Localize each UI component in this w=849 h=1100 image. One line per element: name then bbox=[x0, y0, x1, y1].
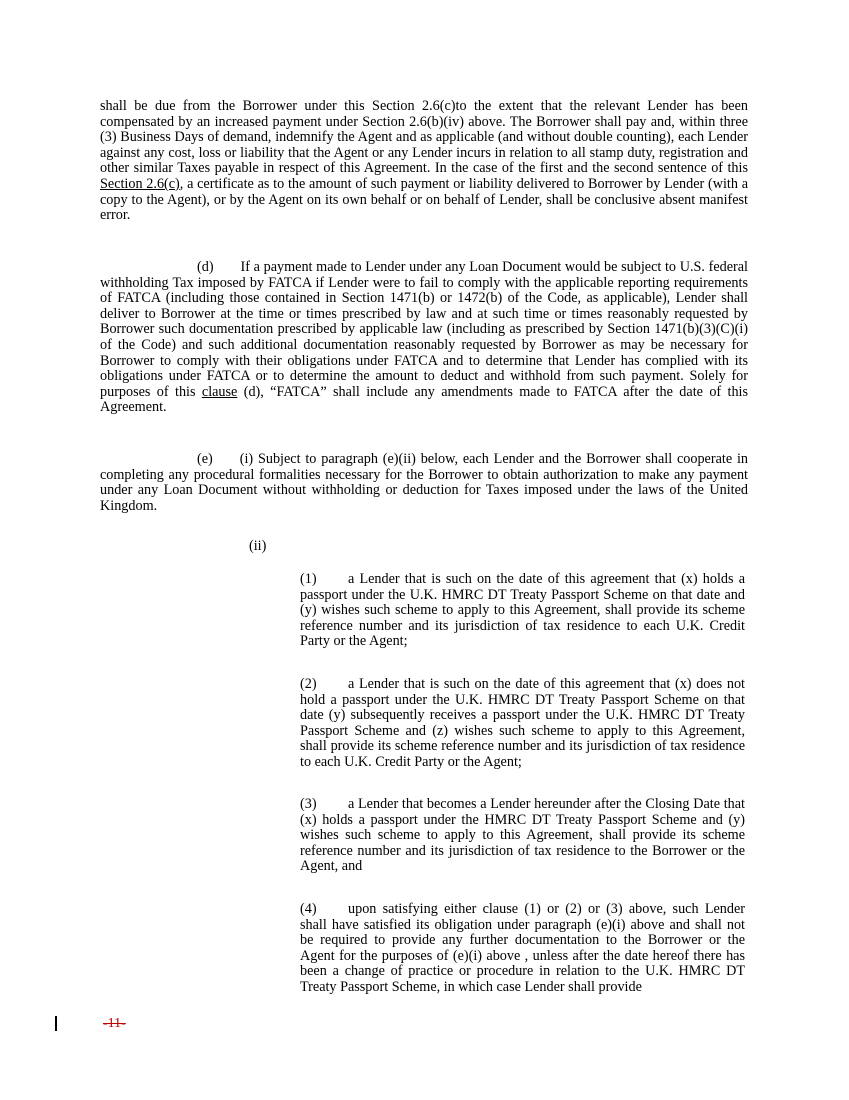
sub-item-2-number: (2) bbox=[300, 676, 317, 692]
paragraph-e-label: (e) bbox=[197, 451, 213, 467]
section-2-6-c-reference: Section 2.6(c) bbox=[100, 175, 180, 192]
paragraph-d: (d) If a payment made to Lender under any Loan Document would be subject to U.S. federal withholding Tax imposed by FATCA if Lender were to fail to comply with the applicable reporting requirements of FATCA (including those contained in Section 1471(b) or 1472(b) of the Code, as applicable), Lender shall deliver to Borrower at the time or times prescribed by law and at such time or times reasonably requested by Borrower such documentation prescribed by applicable law (including as prescribed by Section 1471(b)(3)(C)(i) of the Code) and such additional documentation reasonably requested by Borrower as may be necessary for Borrower to comply with their obligations under FATCA and to determine that Lender has complied with its obligations under FATCA or to determine the amount to deduct and withhold from such payment. Solely for purposes of this clause (d), “FATCA” shall include any amendments made to FATCA after the date of this Agreement. bbox=[100, 259, 749, 416]
sub-item-4-number: (4) bbox=[300, 901, 317, 917]
paragraph-d-label: (d) bbox=[197, 259, 214, 275]
sub-item-3: (3) a Lender that becomes a Lender hereunder after the Closing Date that (x) holds a passport under the HMRC DT Treaty Passport Scheme and (y) wishes such scheme to apply to this Agreement, shall provide its scheme reference number and its jurisdiction of tax residence to the Borrower or the Agent, and bbox=[300, 796, 745, 875]
clause-reference: clause bbox=[201, 383, 238, 400]
paragraph-e: (e) (i) Subject to paragraph (e)(ii) below, each Lender and the Borrower shall cooperate in completing any procedural formalities necessary for the Borrower to obtain authorization to make any payment under any Loan Document without withholding or deduction for Taxes imposed under the laws of the United Kingdom. bbox=[100, 451, 748, 514]
sub-item-4: (4) upon satisfying either clause (1) or (2) or (3) above, such Lender shall have satisfied its obligation under paragraph (e)(i) above and shall not be required to provide any further documentation to the Borrower or the Agent for the purposes of (e)(i) above , unless after the date hereof there has been a change of practice or procedure in relation to the U.K. HMRC DT Treaty Passport Scheme, in which case Lender shall provide bbox=[300, 901, 745, 995]
revision-change-bar bbox=[55, 1016, 57, 1031]
sub-item-2: (2) a Lender that is such on the date of this agreement that (x) does not hold a passport under the U.K. HMRC DT Treaty Passport Scheme on that date (y) subsequently receives a passport under the U.K. HMRC DT Treaty Passport Scheme and (z) wishes such scheme to apply to this Agreement, shall provide its scheme reference number and its jurisdiction of tax residence to each U.K. Credit Party or the Agent; bbox=[300, 676, 745, 770]
sub-item-3-number: (3) bbox=[300, 796, 317, 812]
sub-item-1-number: (1) bbox=[300, 571, 317, 587]
sub-item-1: (1) a Lender that is such on the date of this agreement that (x) holds a passport under the U.K. HMRC DT Treaty Passport Scheme on that date and (y) wishes such scheme to apply to this Agreement, shall provide its scheme reference number and its jurisdiction of tax residence to each U.K. Credit Party or the Agent; bbox=[300, 571, 745, 650]
page-number: -11- bbox=[103, 1016, 126, 1031]
subparagraph-ii-label: (ii) bbox=[249, 538, 267, 554]
paragraph-c-continuation: shall be due from the Borrower under this Section 2.6(c)to the extent that the relevant Lender has been compensated by an increased payment under Section 2.6(b)(iv) above. The Borrower shall pay and, within three (3) Business Days of demand, indemnify the Agent and as applicable (and without double counting), each Lender against any cost, loss or liability that the Agent or any Lender incurs in relation to all stamp duty, registration and other similar Taxes payable in respect of this Agreement. In the case of the first and the second sentence of this Section 2.6(c), a certificate as to the amount of such payment or liability delivered to Borrower by Lender (with a copy to the Agent), or by the Agent on its own behalf or on behalf of Lender, shall be conclusive absent manifest error. bbox=[100, 98, 748, 224]
